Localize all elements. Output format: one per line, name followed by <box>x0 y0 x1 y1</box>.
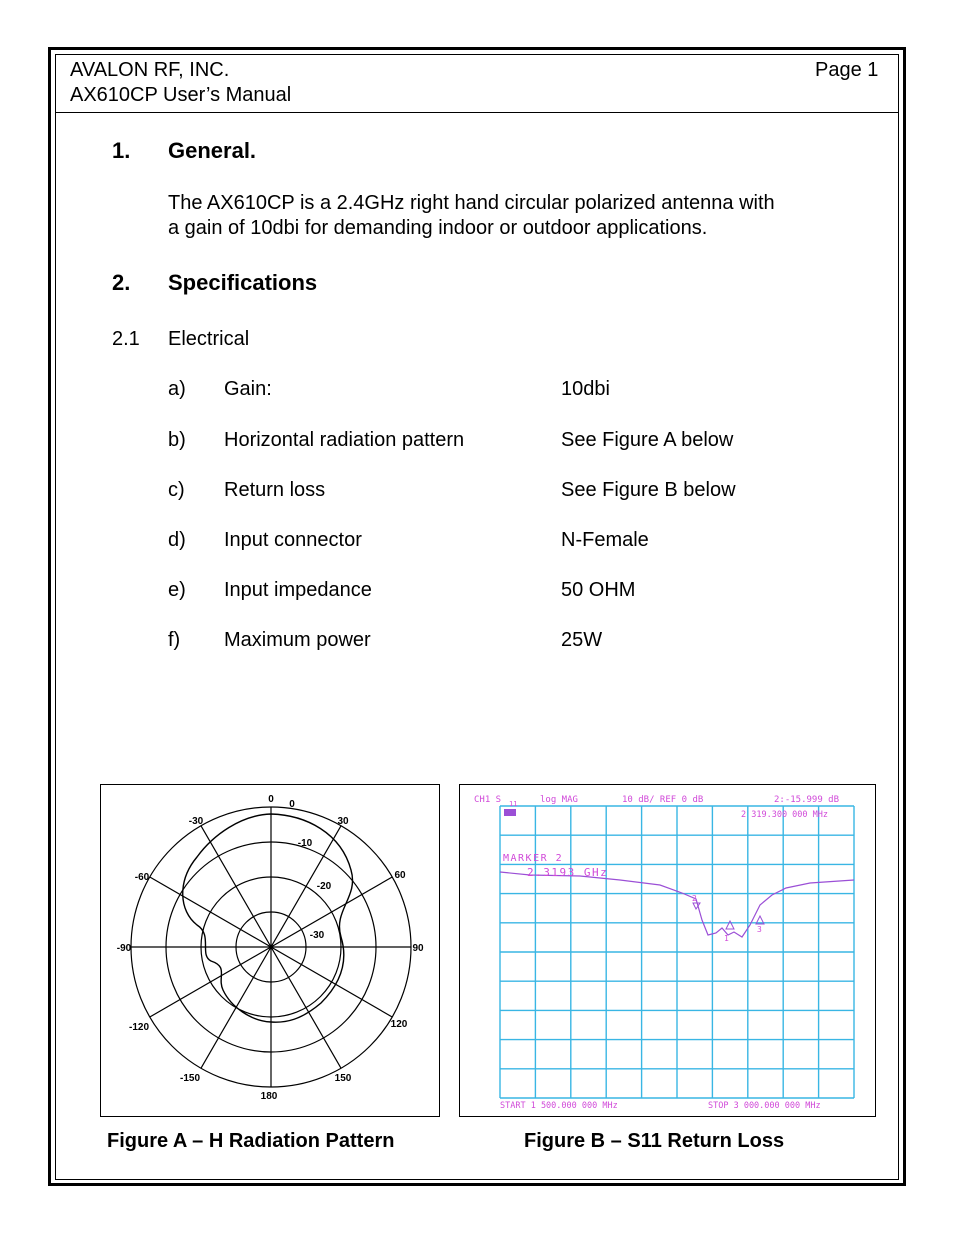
s11-marker-freq-top: 2 319.300 000 MHz <box>741 810 828 820</box>
header-company: AVALON RF, INC. <box>70 59 230 81</box>
header-manual-title: AX610CP User’s Manual <box>70 84 292 106</box>
ring-label: 0 <box>289 799 295 810</box>
angle-label: -120 <box>128 1022 150 1033</box>
s11-marker-number: 3 <box>757 925 762 934</box>
polar-plot <box>101 785 439 1116</box>
figure-b-return-loss <box>459 784 876 1117</box>
spec-value: 25W <box>561 629 603 651</box>
angle-label: 30 <box>337 816 349 827</box>
angle-label: -150 <box>179 1073 201 1084</box>
angle-label: 120 <box>390 1019 408 1030</box>
section1-paragraph-line1: The AX610CP is a 2.4GHz right hand circular polarized antenna with <box>168 192 775 214</box>
angle-label: 180 <box>260 1091 278 1102</box>
spec-letter: f) <box>168 629 181 651</box>
angle-label: 0 <box>268 794 274 805</box>
s11-format: log MAG <box>540 795 578 805</box>
s11-marker-value: 2:-15.999 dB <box>774 795 840 805</box>
angle-label: 90 <box>412 943 424 954</box>
s11-marker-label: MARKER 2 <box>503 853 564 864</box>
spec-value: 50 OHM <box>561 579 636 601</box>
section1-number: 1. <box>112 138 131 163</box>
angle-label: 60 <box>394 870 406 881</box>
subsection-number: 2.1 <box>112 328 140 350</box>
header-page-number: Page 1 <box>815 59 879 81</box>
ring-label: -20 <box>316 881 332 892</box>
spec-label: Return loss <box>224 479 326 501</box>
spec-letter: b) <box>168 429 186 451</box>
spec-label: Gain: <box>224 378 272 400</box>
angle-label: 150 <box>334 1073 352 1084</box>
spec-letter: a) <box>168 378 186 400</box>
spec-letter: c) <box>168 479 185 501</box>
figure-b-caption: Figure B – S11 Return Loss <box>524 1130 785 1152</box>
angle-label: -30 <box>188 816 204 827</box>
s11-channel: CH1 S <box>474 795 502 805</box>
s11-plot <box>460 785 875 1116</box>
spec-value: See Figure A below <box>561 429 734 451</box>
s11-start-freq: START 1 500.000 000 MHz <box>500 1101 618 1111</box>
spec-letter: e) <box>168 579 186 601</box>
spec-letter: d) <box>168 529 186 551</box>
figure-a-radiation-pattern <box>100 784 440 1117</box>
spec-label: Horizontal radiation pattern <box>224 429 465 451</box>
section1-title: General. <box>168 138 257 163</box>
spec-value: N-Female <box>561 529 649 551</box>
spec-label: Maximum power <box>224 629 371 651</box>
s11-marker-number: 2 <box>692 894 697 903</box>
s11-stop-freq: STOP 3 000.000 000 MHz <box>708 1101 821 1111</box>
spec-label: Input connector <box>224 529 362 551</box>
ring-label: -30 <box>309 930 325 941</box>
header-divider <box>55 112 899 113</box>
radiation-pattern-trace <box>183 814 353 1022</box>
s11-marker-number: 1 <box>724 934 729 943</box>
figure-a-caption: Figure A – H Radiation Pattern <box>107 1130 395 1152</box>
section2-number: 2. <box>112 270 131 295</box>
angle-label: -60 <box>134 872 150 883</box>
spec-value: See Figure B below <box>561 479 736 501</box>
s11-scale: 10 dB/ REF 0 dB <box>622 795 704 805</box>
s11-status-badge <box>504 809 516 816</box>
section1-paragraph-line2: a gain of 10dbi for demanding indoor or outdoor applications. <box>168 217 708 239</box>
s11-grid <box>500 806 854 1098</box>
spec-value: 10dbi <box>561 378 610 400</box>
section2-title: Specifications <box>168 270 318 295</box>
s11-channel-sub: 11 <box>509 800 518 808</box>
s11-marker-freq: 2.3193 GHz <box>527 866 609 879</box>
ring-label: -10 <box>297 838 313 849</box>
angle-label: -90 <box>116 943 132 954</box>
subsection-title: Electrical <box>168 328 250 350</box>
spec-label: Input impedance <box>224 579 372 601</box>
